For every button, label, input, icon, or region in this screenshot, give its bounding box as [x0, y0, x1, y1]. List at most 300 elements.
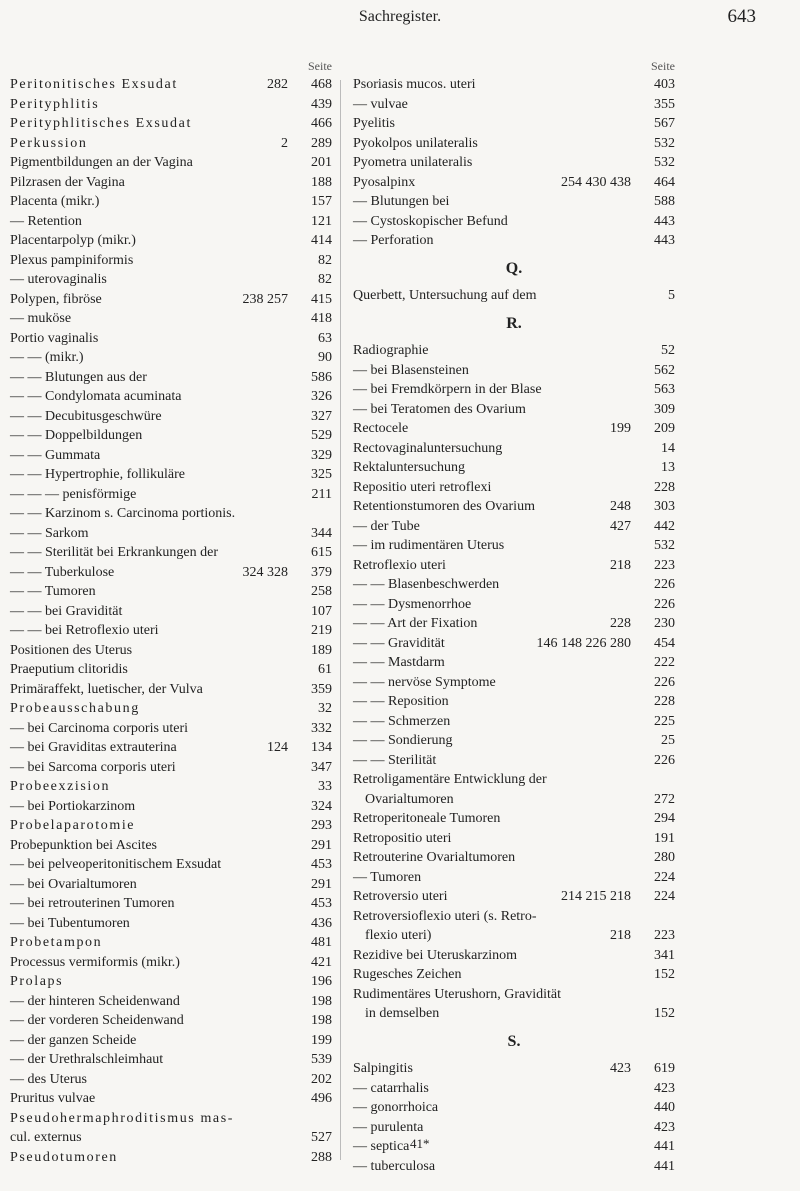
entry-term: Pyosalpinx	[353, 174, 416, 190]
index-entry	[353, 712, 675, 732]
entry-term: — der vorderen Scheidenwand	[10, 1013, 184, 1028]
index-entry	[353, 75, 675, 95]
index-entry	[10, 407, 332, 427]
index-entry	[10, 251, 332, 271]
index-entry	[10, 621, 332, 641]
entry-page: 414	[311, 233, 332, 248]
index-entry	[10, 680, 332, 700]
entry-term: Rectocele	[353, 421, 409, 436]
index-entry	[10, 212, 332, 232]
entry-page: 441	[654, 1139, 675, 1154]
entry-page: 464	[654, 174, 675, 190]
entry-page: 441	[654, 1158, 675, 1174]
entry-page: 436	[311, 915, 332, 931]
entry-term: — — Gummata	[10, 447, 101, 463]
entry-term: Retroversio uteri	[353, 889, 448, 904]
entry-list-r	[353, 341, 675, 1024]
index-entry	[353, 1059, 675, 1079]
entry-term: Pilzrasen der Vagina	[10, 174, 125, 190]
index-entry	[10, 368, 332, 388]
entry-page: 496	[311, 1091, 332, 1106]
entry-page: 82	[318, 272, 332, 287]
entry-page: 403	[654, 77, 675, 92]
index-entry	[10, 153, 332, 173]
entry-page: 223	[654, 557, 675, 573]
entry-term: Pseudohermaphroditismus mas-	[10, 1110, 235, 1126]
index-entry	[353, 380, 675, 400]
entry-page: 440	[654, 1100, 675, 1115]
index-entry	[10, 173, 332, 193]
entry-term: Retroversioflexio uteri (s. Retro-	[353, 908, 537, 924]
entry-term: — — Tumoren	[10, 584, 96, 599]
entry-page: 152	[654, 1006, 675, 1021]
entry-page: 199	[311, 1032, 332, 1048]
entry-page: 418	[311, 311, 332, 326]
entry-term: — — Schmerzen	[353, 713, 451, 729]
entry-term: — — Hypertrophie, follikuläre	[10, 467, 185, 482]
entry-term: — Tumoren	[353, 869, 422, 885]
entry-page: 272	[654, 791, 675, 807]
entry-page: 61	[318, 662, 332, 677]
entry-term: — bei Portiokarzinom	[10, 798, 136, 814]
entry-term: — — Sarkom	[10, 525, 89, 541]
index-entry	[353, 965, 675, 985]
index-entry	[353, 731, 675, 751]
index-entry	[10, 1128, 332, 1148]
entry-term: — — Doppelbildungen	[10, 428, 143, 443]
entry-page: 33	[318, 779, 332, 794]
seite-label: Seite	[651, 59, 675, 73]
entry-term: — — bei Retroflexio uteri	[10, 623, 159, 638]
entry-term: Plexus pampiniformis	[10, 252, 134, 268]
index-entry	[10, 231, 332, 251]
index-entry	[10, 914, 332, 934]
entry-term: — — — penisförmige	[10, 486, 137, 502]
index-entry	[353, 790, 675, 810]
entry-term: Placentarpolyp (mikr.)	[10, 233, 136, 248]
entry-term: — bei pelveoperitonitischem Exsudat	[10, 857, 222, 872]
index-entry	[10, 777, 332, 797]
index-entry	[353, 868, 675, 888]
entry-term: Pigmentbildungen an der Vagina	[10, 155, 193, 170]
index-entry	[10, 719, 332, 739]
entry-page: 226	[654, 674, 675, 690]
entry-term: Processus vermiformis (mikr.)	[10, 954, 180, 970]
page-title: Sachregister.	[358, 8, 442, 25]
index-entry	[353, 751, 675, 771]
entry-page: 230	[654, 616, 675, 631]
entry-page: 157	[311, 194, 332, 209]
index-entry	[353, 887, 675, 907]
entry-list-p	[353, 75, 675, 251]
entry-page: 309	[654, 401, 675, 417]
entry-term: — Perforation	[353, 233, 434, 248]
index-entry	[353, 634, 675, 654]
index-entry	[353, 653, 675, 673]
entry-term: cul. externus	[10, 1130, 82, 1145]
entry-term: — purulenta	[353, 1119, 424, 1135]
entry-term: — uterovaginalis	[10, 272, 107, 287]
index-entry	[353, 907, 675, 927]
index-entry	[10, 1148, 332, 1168]
index-entry	[353, 458, 675, 478]
page-header	[0, 4, 800, 28]
entry-term: — bei Carcinoma corporis uteri	[10, 720, 189, 736]
entry-page: 134	[311, 740, 332, 755]
index-entry	[10, 309, 332, 329]
entry-extra-pages: 238 257	[242, 291, 288, 307]
entry-page: 202	[311, 1071, 332, 1087]
entry-page: 82	[318, 252, 332, 268]
entry-page: 341	[654, 947, 675, 963]
entry-term: Retroflexio uteri	[353, 557, 446, 573]
entry-term: Pyelitis	[353, 116, 396, 131]
index-entry	[10, 641, 332, 661]
entry-term: Perkussion	[10, 135, 88, 151]
section-letter-q: Q.	[505, 259, 523, 277]
index-entry	[353, 1118, 675, 1138]
entry-page: 196	[311, 974, 332, 989]
index-entry	[353, 926, 675, 946]
entry-term: Salpingitis	[353, 1061, 413, 1076]
entry-term: Retroperitoneale Tumoren	[353, 811, 501, 826]
entry-term: Portio vaginalis	[10, 330, 99, 346]
page-number: 643	[727, 6, 756, 27]
index-entry	[10, 660, 332, 680]
entry-term: Retroligamentäre Entwicklung der	[353, 772, 547, 787]
entry-term: Rudimentäres Uterushorn, Gravidität	[353, 986, 562, 1002]
entry-term: — — Gravidität	[353, 635, 445, 651]
index-entry	[353, 1004, 675, 1024]
entry-page: 13	[661, 460, 675, 475]
entry-page: 52	[661, 343, 675, 358]
index-entry	[10, 134, 332, 154]
index-entry	[10, 836, 332, 856]
index-entry	[10, 543, 332, 563]
index-entry	[10, 446, 332, 466]
entry-extra-pages: 218	[610, 928, 631, 943]
index-entry	[10, 95, 332, 115]
entry-page: 615	[311, 545, 332, 560]
entry-extra-pages: 228	[610, 616, 631, 631]
entry-page: 423	[654, 1080, 675, 1096]
entry-page: 201	[311, 155, 332, 170]
entry-page: 5	[668, 288, 675, 303]
index-entry	[353, 439, 675, 459]
entry-page: 529	[311, 428, 332, 443]
entry-page: 329	[311, 447, 332, 463]
entry-term: Probeexzision	[10, 779, 111, 794]
entry-term: — der ganzen Scheide	[10, 1032, 137, 1048]
entry-list-s	[353, 1059, 675, 1176]
entry-page: 562	[654, 362, 675, 378]
entry-page: 258	[311, 584, 332, 599]
entry-page: 324	[311, 798, 332, 814]
entry-page: 25	[661, 733, 675, 748]
entry-term: — — Decubitusgeschwüre	[10, 408, 162, 424]
entry-page: 532	[654, 155, 675, 170]
entry-term: Probetampon	[10, 935, 103, 950]
entry-page: 563	[654, 382, 675, 397]
index-entry	[353, 614, 675, 634]
entry-term: — muköse	[10, 311, 72, 326]
entry-page: 532	[654, 538, 675, 553]
entry-term: — catarrhalis	[353, 1080, 429, 1096]
seite-label: Seite	[308, 59, 332, 73]
entry-page: 527	[311, 1130, 332, 1145]
entry-term: Pyometra unilateralis	[353, 155, 473, 170]
entry-term: Rugesches Zeichen	[353, 967, 462, 982]
entry-term: — bei Sarcoma corporis uteri	[10, 759, 176, 775]
entry-page: 224	[654, 889, 675, 904]
index-entry	[10, 1089, 332, 1109]
index-entry	[353, 536, 675, 556]
index-entry	[353, 770, 675, 790]
entry-page: 294	[654, 811, 675, 826]
index-entry	[353, 114, 675, 134]
index-entry	[353, 809, 675, 829]
entry-term: Peritonitisches Exsudat	[10, 77, 178, 92]
entry-term: — Blutungen bei	[353, 194, 450, 209]
entry-page: 280	[654, 850, 675, 865]
entry-term: flexio uteri)	[365, 928, 432, 943]
entry-term: Probeausschabung	[10, 701, 140, 716]
index-entry	[10, 485, 332, 505]
index-entry	[10, 465, 332, 485]
entry-term: — bei Blasensteinen	[353, 362, 469, 378]
entry-page: 289	[311, 135, 332, 151]
entry-term: Probepunktion bei Ascites	[10, 837, 157, 853]
index-entry	[353, 985, 675, 1005]
entry-page: 228	[654, 479, 675, 495]
entry-term: — Cystoskopischer Befund	[353, 213, 508, 229]
entry-extra-pages: 218	[610, 557, 631, 573]
entry-term: — gonorrhoica	[353, 1100, 439, 1115]
entry-page: 107	[311, 603, 332, 619]
index-entry	[353, 829, 675, 849]
index-entry	[353, 231, 675, 251]
index-entry	[353, 1098, 675, 1118]
entry-page: 454	[654, 635, 675, 651]
entry-term: Probelaparotomie	[10, 818, 136, 833]
entry-term: — der hinteren Scheidenwand	[10, 993, 180, 1009]
entry-extra-pages: 146 148 226 280	[536, 635, 631, 651]
entry-term: — — Sterilität	[353, 752, 437, 768]
index-entry	[10, 348, 332, 368]
index-entry	[10, 270, 332, 290]
index-entry	[353, 1079, 675, 1099]
entry-page: 224	[654, 869, 675, 885]
index-entry	[10, 1011, 332, 1031]
index-entry	[353, 419, 675, 439]
entry-page: 226	[654, 596, 675, 612]
entry-term: Retentionstumoren des Ovarium	[353, 499, 535, 514]
entry-term: — — Blutungen aus der	[10, 369, 147, 385]
entry-term: Placenta (mikr.)	[10, 194, 100, 209]
entry-term: Prolaps	[10, 974, 64, 989]
entry-extra-pages: 324 328	[242, 564, 288, 580]
index-entry	[10, 329, 332, 349]
index-entry	[10, 875, 332, 895]
entry-page: 442	[654, 518, 675, 534]
entry-page: 90	[318, 350, 332, 365]
entry-page: 588	[654, 194, 675, 209]
entry-page: 226	[654, 752, 675, 768]
entry-term: Repositio uteri retroflexi	[353, 479, 492, 495]
index-entry	[353, 153, 675, 173]
index-entry	[10, 114, 332, 134]
entry-term: — — nervöse Symptome	[353, 674, 496, 690]
column-divider	[340, 80, 341, 1160]
entry-term: Retrouterine Ovarialtumoren	[353, 850, 516, 865]
entry-page: 443	[654, 213, 675, 229]
entry-page: 481	[311, 935, 332, 950]
index-entry	[10, 992, 332, 1012]
entry-term: — — Tuberkulose	[10, 564, 115, 580]
entry-page: 291	[311, 876, 332, 892]
index-entry	[10, 387, 332, 407]
index-entry	[10, 192, 332, 212]
left-column	[10, 58, 332, 1167]
entry-page: 188	[311, 174, 332, 190]
entry-term: — — Blasenbeschwerden	[353, 577, 500, 592]
index-entry	[10, 1109, 332, 1129]
index-entry	[353, 692, 675, 712]
entry-page: 332	[311, 720, 332, 736]
entry-page: 415	[311, 291, 332, 307]
entry-term: Pruritus vulvae	[10, 1091, 96, 1106]
entry-term: — bei Fremdkörpern in der Blase	[353, 382, 542, 397]
entry-term: — — Dysmenorrhoe	[353, 596, 472, 612]
entry-term: — Retention	[10, 213, 82, 229]
entry-extra-pages: 124	[267, 740, 288, 755]
entry-term: — — Art der Fixation	[353, 616, 478, 631]
index-entry	[353, 361, 675, 381]
entry-term: Positionen des Uterus	[10, 642, 133, 658]
index-entry	[10, 972, 332, 992]
entry-term: — — Sterilität bei Erkrankungen der	[10, 545, 218, 560]
index-entry	[353, 1137, 675, 1157]
entry-page: 226	[654, 577, 675, 592]
entry-term: Rezidive bei Uteruskarzinom	[353, 947, 518, 963]
entry-page: 223	[654, 928, 675, 943]
entry-term: — im rudimentären Uterus	[353, 538, 505, 553]
entry-extra-pages: 282	[267, 77, 288, 92]
entry-extra-pages: 2	[281, 135, 288, 151]
entry-page: 219	[311, 623, 332, 638]
entry-extra-pages: 199	[610, 421, 631, 436]
entry-term: — der Urethralschleimhaut	[10, 1052, 164, 1067]
entry-term: — bei retrouterinen Tumoren	[10, 896, 175, 911]
entry-term: — tuberculosa	[353, 1158, 436, 1174]
entry-page: 222	[654, 655, 675, 670]
entry-page: 32	[318, 701, 332, 716]
index-entry	[353, 946, 675, 966]
index-entry	[10, 953, 332, 973]
entry-term: Querbett, Untersuchung auf dem	[353, 288, 537, 303]
index-entry	[10, 933, 332, 953]
index-entry	[10, 894, 332, 914]
entry-page: 303	[654, 499, 675, 514]
entry-page: 152	[654, 967, 675, 982]
index-entry	[353, 212, 675, 232]
entry-page: 443	[654, 233, 675, 248]
entry-page: 539	[311, 1052, 332, 1067]
index-entry	[353, 595, 675, 615]
entry-term: Rektaluntersuchung	[353, 460, 465, 475]
entry-term: Praeputium clitoridis	[10, 662, 128, 677]
entry-page: 209	[654, 421, 675, 436]
entry-term: — vulvae	[353, 96, 408, 112]
entry-term: — bei Teratomen des Ovarium	[353, 401, 526, 417]
index-entry	[353, 556, 675, 576]
index-entry	[10, 797, 332, 817]
entry-extra-pages: 423	[610, 1061, 631, 1076]
entry-page: 189	[311, 642, 332, 658]
index-entry	[10, 582, 332, 602]
entry-page: 191	[654, 830, 675, 846]
entry-page: 327	[311, 408, 332, 424]
entry-extra-pages: 254 430 438	[561, 174, 631, 190]
entry-page: 211	[311, 486, 332, 502]
index-entry	[353, 848, 675, 868]
index-entry	[10, 75, 332, 95]
index-entry	[10, 758, 332, 778]
entry-term: Perityphlitis	[10, 96, 100, 112]
entry-term: Perityphlitisches Exsudat	[10, 116, 192, 131]
index-entry	[353, 575, 675, 595]
index-entry	[353, 517, 675, 537]
index-entry	[353, 673, 675, 693]
entry-extra-pages: 427	[610, 518, 631, 534]
entry-term: — — Mastdarm	[353, 655, 445, 670]
entry-page: 586	[311, 369, 332, 385]
index-entry	[10, 563, 332, 583]
entry-page: 532	[654, 135, 675, 151]
section-letter-r: R.	[506, 314, 522, 332]
entry-term: — des Uterus	[10, 1071, 87, 1087]
entry-page: 453	[311, 896, 332, 911]
entry-term: in demselben	[365, 1006, 440, 1021]
index-entry	[353, 192, 675, 212]
entry-extra-pages: 248	[610, 499, 631, 514]
entry-list-q	[353, 286, 675, 306]
entry-term: Rectovaginaluntersuchung	[353, 440, 503, 456]
index-entry	[10, 738, 332, 758]
index-entry	[353, 497, 675, 517]
entry-term: Ovarialtumoren	[365, 791, 454, 807]
entry-page: 198	[311, 1013, 332, 1028]
index-entry	[10, 290, 332, 310]
index-entry	[353, 134, 675, 154]
entry-term: — bei Ovarialtumoren	[10, 876, 137, 892]
right-column	[353, 58, 675, 1176]
entry-term: Primäraffekt, luetischer, der Vulva	[10, 681, 203, 697]
entry-term: — bei Tubentumoren	[10, 915, 130, 931]
index-entry	[10, 524, 332, 544]
entry-page: 359	[311, 681, 332, 697]
entry-page: 347	[311, 759, 332, 775]
signature-mark: 41*	[410, 1136, 430, 1151]
index-entry	[10, 1070, 332, 1090]
index-entry	[353, 95, 675, 115]
entry-term: — der Tube	[353, 518, 420, 534]
entry-page: 326	[311, 389, 332, 404]
index-entry	[353, 478, 675, 498]
index-entry	[353, 400, 675, 420]
index-entry	[353, 1157, 675, 1177]
entry-page: 325	[311, 467, 332, 482]
